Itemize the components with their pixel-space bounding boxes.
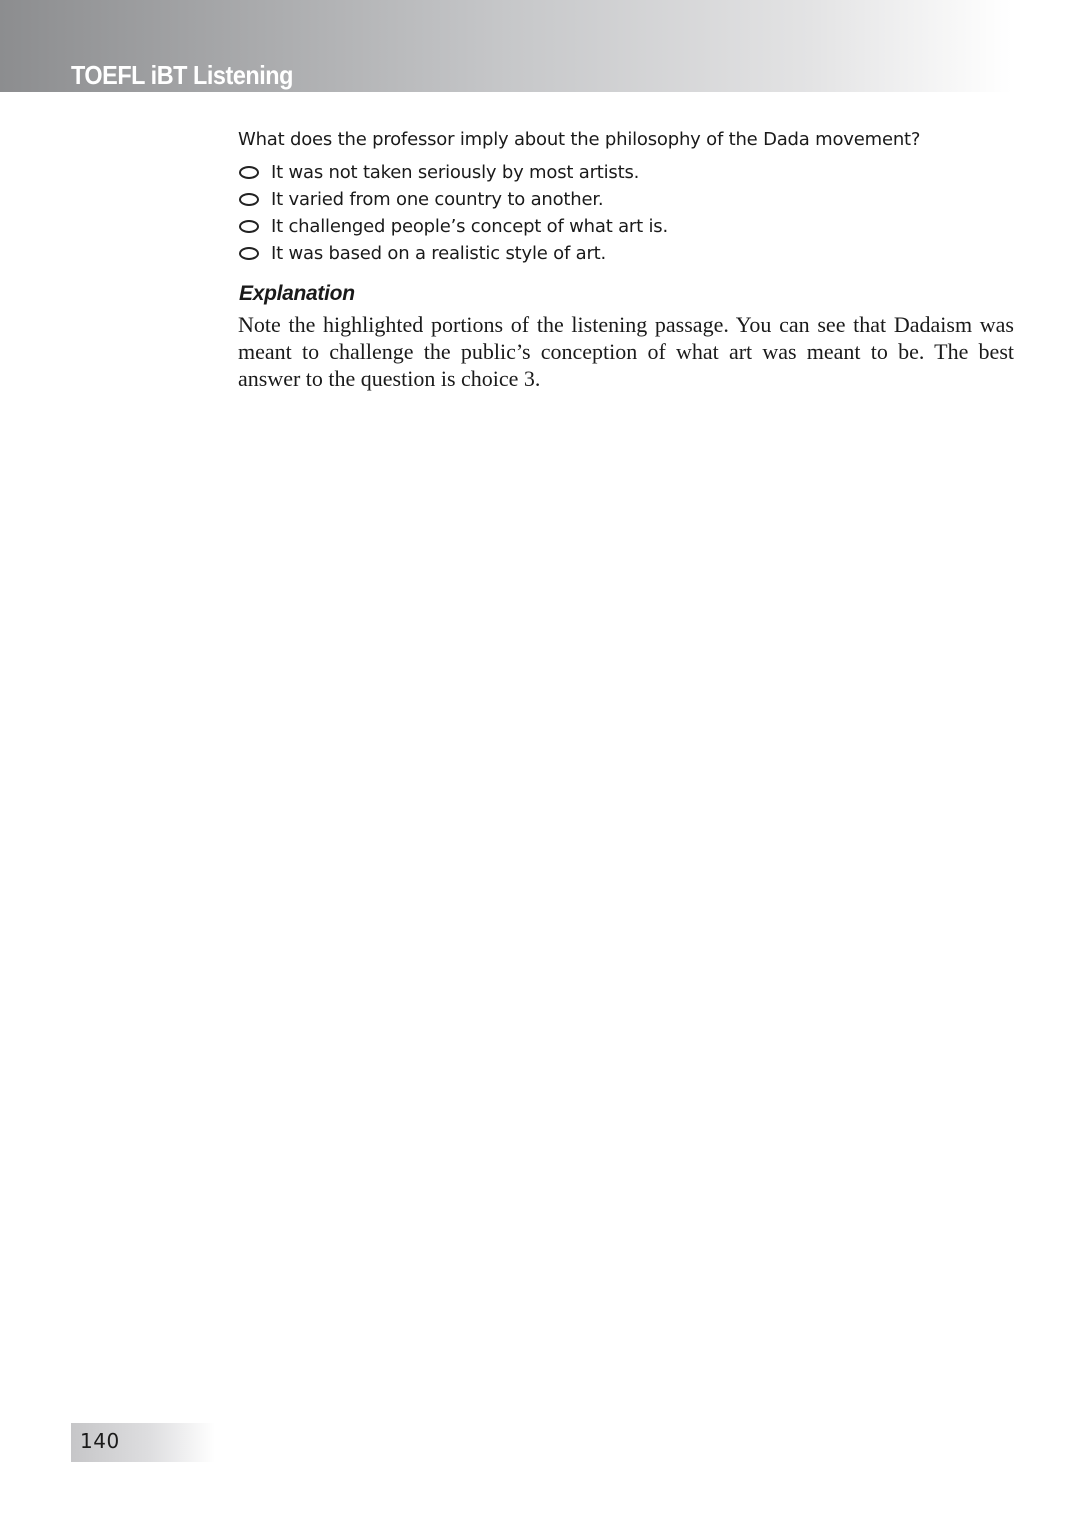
answer-option-label: It varied from one country to another. — [271, 189, 604, 210]
answer-option-label: It was based on a realistic style of art. — [271, 243, 607, 264]
explanation-body: Note the highlighted portions of the listening passage. You can see that Dadaism was meant to challenge the public’s conception of what art was meant to be. The best answer to the question is choice 3. — [238, 312, 1014, 391]
answer-option-3[interactable] — [238, 213, 1018, 240]
answer-option-1[interactable] — [238, 159, 1018, 186]
radio-oval-icon[interactable] — [239, 166, 259, 179]
answer-option-4[interactable] — [238, 240, 1018, 267]
answer-option-label: It challenged people’s concept of what art is. — [271, 216, 669, 237]
answer-option-2[interactable] — [238, 186, 1018, 213]
page-header-title: TOEFL iBT Listening — [71, 60, 293, 90]
page-number: 140 — [80, 1429, 120, 1453]
radio-oval-icon[interactable] — [239, 220, 259, 233]
explanation-heading: Explanation — [239, 282, 355, 305]
question-text: What does the professor imply about the philosophy of the Dada movement? — [238, 129, 921, 150]
question-block — [238, 126, 1018, 267]
radio-oval-icon[interactable] — [239, 193, 259, 206]
answer-option-label: It was not taken seriously by most artists. — [271, 162, 640, 183]
radio-oval-icon[interactable] — [239, 247, 259, 260]
answer-options — [238, 159, 1018, 267]
